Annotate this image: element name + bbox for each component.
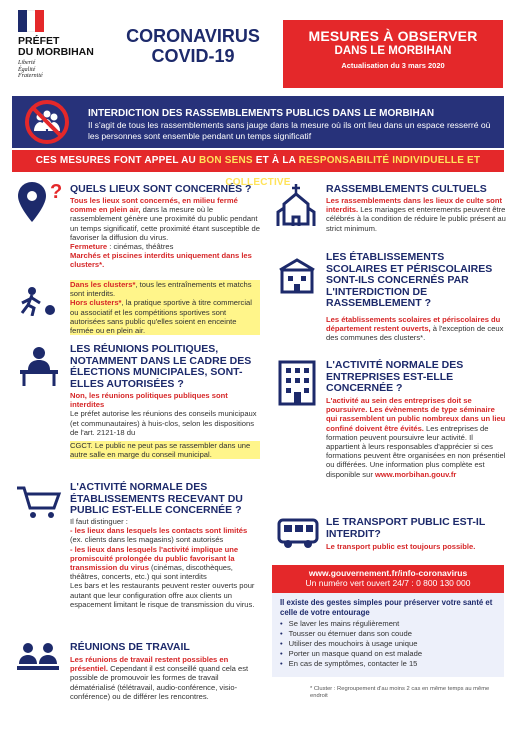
reunions-body: Non, les réunions politiques publiques sont interdites Le préfet autorise les réunions des conseils municipaux (et communautaires) à huis-clos, selon les dispositions de l'art. 2121-18 du xyxy=(70,391,257,437)
list-item: • En cas de symptômes, contacter le 15 xyxy=(280,659,496,669)
ban-banner xyxy=(12,96,504,148)
entreprises-heading: L'ACTIVITÉ NORMALE DES ENTREPRISES EST-ELLE CONCERNÉE ? xyxy=(326,359,464,394)
good-sense-strip: CES MESURES FONT APPEL AU BON SENS ET À LA RESPONSABILITÉ INDIVIDUELLE ET COLLECTIVE xyxy=(12,150,504,172)
gestures-title: Il existe des gestes simples pour préserver votre santé et celle de votre entourage xyxy=(280,598,493,617)
school-icon xyxy=(276,256,318,294)
gestures-list xyxy=(280,619,496,669)
measures-header-box xyxy=(283,20,503,88)
list-item: • Tousser ou éternuer dans son coude xyxy=(280,629,496,639)
erp-body: Il faut distinguer : - les lieux dans lesquels les contacts sont limités (ex. clients dans les magasins) sont autorisés - les lieux dans lesquels l'activité implique une promiscuité prolongée du public favorisant la transmission du virus (cinémas, discothèques, théâtres, concerts, etc.) qui sont interdits Les bars et les restaurants peuvent rester ouverts pour autant que leur configuration offre aux clients un espacement limitant le risque de transmission du virus. xyxy=(70,517,255,609)
church-icon xyxy=(276,182,316,228)
lieux-body: Tous les lieux sont concernés, en milieu fermé comme en plein air, dans la mesure où le rassemblement génère une proximité du public pendant un temps significatif, cette proximité étant susceptible de favoriser la diffusion du virus. Fermeture : cinémas, théâtres Marchés et piscines interdits uniquement dans les clusters*. xyxy=(70,196,260,270)
clusters-highlight: Dans les clusters*, tous les entraînements et matchs sont interdits. Hors clusters*, la pratique sportive à titre commercial ou associatif et les compétitions sportives sont autorisées sans public qu'elles soient en enceinte fermée ou en plein air. xyxy=(70,280,260,335)
travail-body: Les réunions de travail restent possibles en présentiel. Cependant il est conseillé quand cela est possible de promouvoir les formes de travail dématérialisé (télétravail, audio-conférence, visio-conférence) ou de différer les rencontres. xyxy=(70,655,249,701)
republic-motto: Liberté Égalité Fraternité xyxy=(18,60,43,79)
list-item: • Se laver les mains régulièrement xyxy=(280,619,496,629)
erp-heading: L'ACTIVITÉ NORMALE DES ÉTABLISSEMENTS RECEVANT DU PUBLIC EST-ELLE CONCERNÉE ? xyxy=(70,481,243,516)
banner-title: INTERDICTION DES RASSEMBLEMENTS PUBLICS DANS LE MORBIHAN xyxy=(88,108,435,119)
update-date: Actualisation du 3 mars 2020 xyxy=(341,61,445,70)
office-building-icon xyxy=(276,358,318,406)
lieux-heading: QUELS LIEUX SONT CONCERNÉS ? xyxy=(70,183,252,195)
work-meeting-icon xyxy=(14,640,62,680)
meeting-speaker-icon xyxy=(14,344,64,388)
bus-icon xyxy=(276,516,320,550)
page-title: CORONAVIRUS COVID-19 xyxy=(126,26,260,66)
location-question-icon xyxy=(14,178,64,226)
banner-body: Il s'agit de tous les rassemblements sans jauge dans la mesure où ils ont lieu dans un espace resserré où les personnes sont ensemble pendant un temps significatif xyxy=(88,120,491,141)
culte-body: Les rassemblements dans les lieux de culte sont interdits. Les mariages et enterrements peuvent être célébrés à la condition de réduire le public présent au strict minimum. xyxy=(326,196,506,233)
hotline-number: Un numéro vert ouvert 24/7 : 0 800 130 000 xyxy=(305,578,471,588)
prefet-name: PRÉFET DU MORBIHAN xyxy=(18,35,94,58)
svg-text:?: ? xyxy=(50,181,63,203)
travail-heading: RÉUNIONS DE TRAVAIL xyxy=(70,641,190,653)
morbihan-gouv-link[interactable]: www.morbihan.gouv.fr xyxy=(374,469,457,479)
culte-heading: RASSEMBLEMENTS CULTUELS xyxy=(326,183,487,195)
ecoles-body: Les établissements scolaires et périscolaires du département restent ouverts, à l'exception de ceux des communes des clusters*. xyxy=(326,315,504,343)
entreprises-body: L'activité au sein des entreprises doit se poursuivre. Les évènements de type séminaire qui rassemblent un public nombreux dans un lieu confiné doivent être évités. Les entreprises de formation peuvent poursuivre leur activité. Il appartient à leurs responsables d'apprécier si ces formations peuvent être organisées en non présentiel ou différées. Une information plus complète est disponible sur www.morbihan.gouv.fr xyxy=(326,396,506,479)
ecoles-heading: LES ÉTABLISSEMENTS SCOLAIRES ET PÉRISCOLAIRES SONT-ILS CONCERNÉS PAR L'INTERDICTION DE RASSEMBLEMENT ? xyxy=(326,251,493,309)
cluster-footnote: * Cluster : Regroupement d'au moins 2 cas en même temps au même endroit xyxy=(310,686,490,699)
no-gathering-icon xyxy=(24,99,70,145)
info-contact-box xyxy=(272,565,504,593)
reunions-highlight: CGCT. Le public ne peut pas se rassembler dans une autre salle en marge du conseil municipal. xyxy=(70,441,260,459)
measures-title: MESURES À OBSERVER xyxy=(308,28,478,44)
measures-subtitle: DANS LE MORBIHAN xyxy=(334,45,452,57)
shopping-cart-icon xyxy=(14,484,62,520)
list-item: • Porter un masque quand on est malade xyxy=(280,649,496,659)
football-player-icon xyxy=(16,286,60,316)
gouvernement-link[interactable]: www.gouvernement.fr/info-coronavirus xyxy=(308,568,468,578)
barrier-gestures-box xyxy=(272,593,504,677)
marianne-flag-icon xyxy=(18,10,44,32)
reunions-heading: LES RÉUNIONS POLITIQUES, NOTAMMENT DANS LE CADRE DES ÉLECTIONS MUNICIPALES, SONT-ELLES AUTORISÉES ? xyxy=(70,343,252,390)
transport-heading: LE TRANSPORT PUBLIC EST-IL INTERDIT? xyxy=(326,516,486,540)
prefecture-logo xyxy=(18,10,118,80)
transport-body: Le transport public est toujours possible. xyxy=(326,542,476,551)
list-item: • Utiliser des mouchoirs à usage unique xyxy=(280,639,496,649)
